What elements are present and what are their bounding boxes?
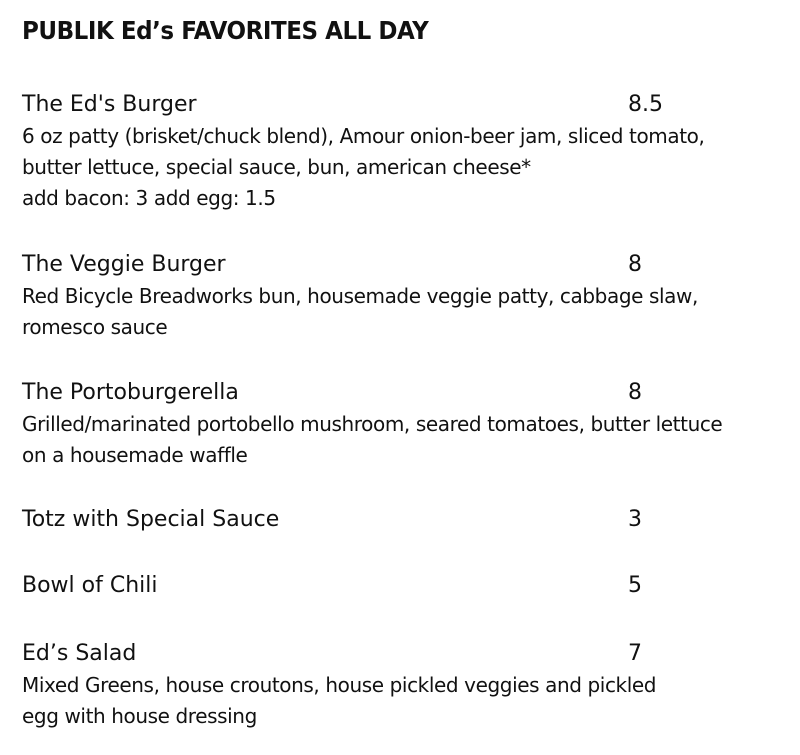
menu-item-name: The Portoburgerella	[22, 380, 239, 405]
menu-item-header	[22, 504, 792, 536]
description-line: butter lettuce, special sauce, bun, american cheese*	[22, 155, 531, 179]
menu-item-header	[22, 570, 792, 602]
menu-item-price: 8	[628, 252, 642, 277]
description-line: Mixed Greens, house croutons, house pickled veggies and pickled	[22, 673, 657, 697]
menu-item-header	[22, 638, 792, 670]
description-line: 6 oz patty (brisket/chuck blend), Amour onion-beer jam, sliced tomato,	[22, 124, 705, 148]
description-line: add bacon: 3 add egg: 1.5	[22, 186, 276, 210]
menu-item-description	[22, 121, 800, 214]
menu-item-header	[22, 249, 792, 281]
menu-item-price: 8	[628, 380, 642, 405]
menu-title: PUBLIK Ed’s FAVORITES ALL DAY	[22, 16, 429, 45]
menu-item-eds-burger	[22, 89, 792, 214]
menu-item-description	[22, 281, 800, 343]
menu-item-portoburgerella	[22, 377, 792, 471]
menu-item-veggie-burger	[22, 249, 792, 343]
menu-item-price: 7	[628, 641, 642, 666]
menu-item-name: Ed’s Salad	[22, 641, 137, 666]
menu-item-bowl-of-chili	[22, 570, 792, 602]
description-line: romesco sauce	[22, 315, 168, 339]
menu-item-name: Bowl of Chili	[22, 573, 158, 598]
menu-item-eds-salad	[22, 638, 792, 732]
menu-item-price: 3	[628, 507, 642, 532]
menu-item-name: The Veggie Burger	[22, 252, 226, 277]
menu-item-price: 5	[628, 573, 642, 598]
menu-item-header	[22, 89, 792, 121]
description-line: on a housemade waffle	[22, 443, 248, 467]
menu-item-description	[22, 409, 800, 471]
description-line: Grilled/marinated portobello mushroom, seared tomatoes, butter lettuce	[22, 412, 723, 436]
menu-item-price: 8.5	[628, 92, 663, 117]
menu-item-name: The Ed's Burger	[22, 92, 197, 117]
description-line: egg with house dressing	[22, 704, 257, 728]
menu-item-name: Totz with Special Sauce	[22, 507, 280, 532]
menu-item-description	[22, 670, 800, 732]
description-line: Red Bicycle Breadworks bun, housemade veggie patty, cabbage slaw,	[22, 284, 698, 308]
menu-item-header	[22, 377, 792, 409]
menu-item-totz	[22, 504, 792, 536]
